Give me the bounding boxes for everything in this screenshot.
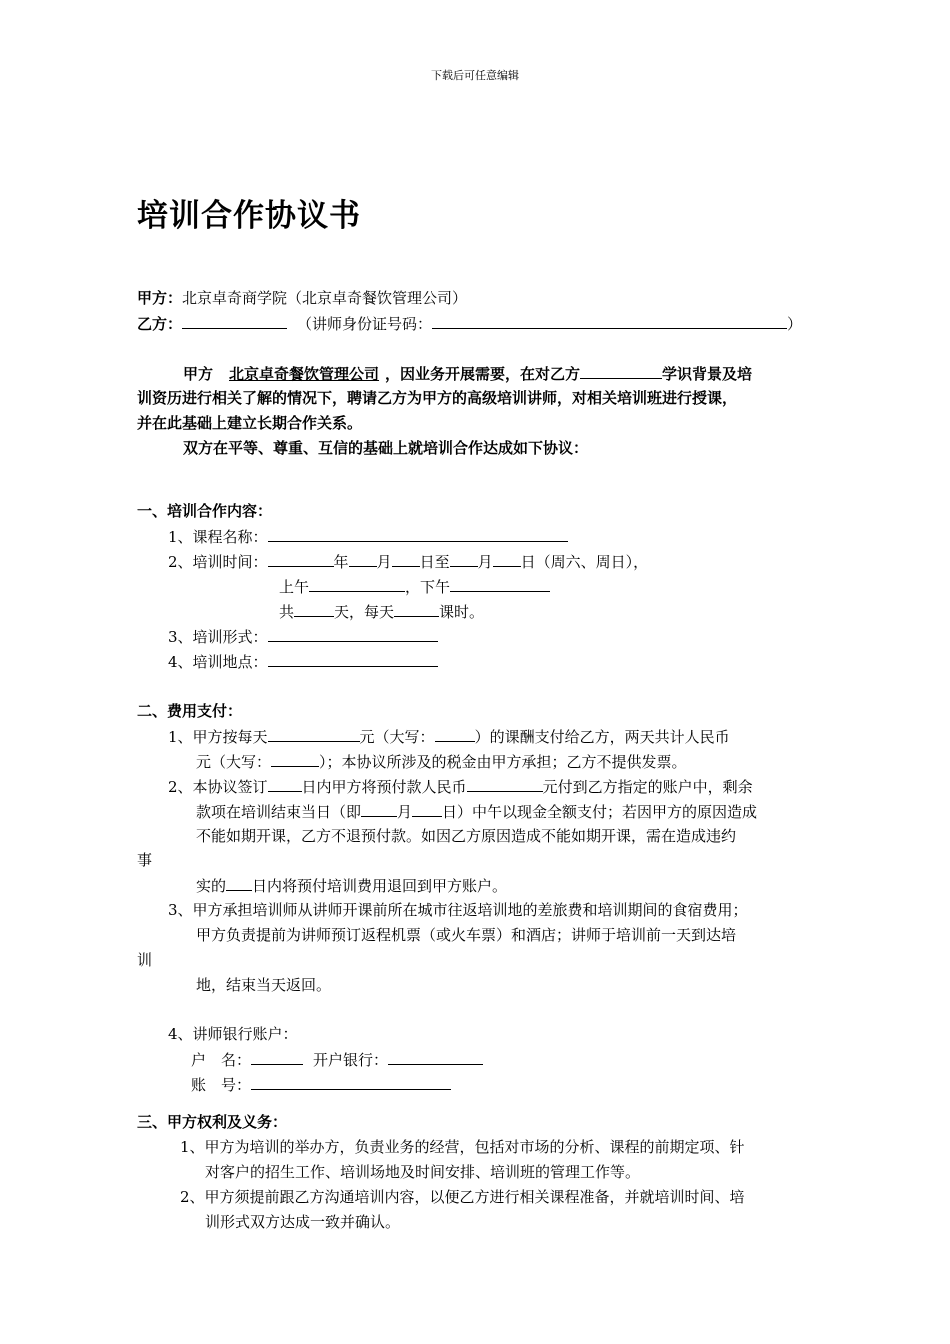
fee-text: 2、本协议签订	[168, 778, 268, 796]
intro-company: 北京卓奇餐饮管理公司	[229, 365, 380, 383]
days-each-label: 天，每天	[334, 603, 395, 621]
intro-line-1	[183, 363, 752, 384]
training-form-label: 3、培训形式：	[168, 628, 268, 646]
year-label: 年	[333, 553, 349, 571]
fee-clause-2-line-2	[196, 801, 757, 822]
hours-label: 课时。	[439, 603, 485, 621]
intro-line-2: 训资历进行相关了解的情况下，聘请乙方为甲方的高级培训讲师，对相关培训班进行授课，	[137, 389, 738, 407]
course-name-label: 1、课程名称：	[168, 528, 268, 546]
fee-text: 日）中午以现金全额支付；若因甲方的原因造成	[442, 803, 758, 821]
refund-days-blank[interactable]	[226, 875, 252, 891]
party-a-value: 北京卓奇商学院（北京卓奇餐饮管理公司）	[182, 289, 468, 307]
training-time-label: 2、培训时间：	[168, 553, 268, 571]
fee-text: 1、甲方按每天	[168, 728, 268, 746]
fee-text: 元（大写：	[359, 728, 435, 746]
rights-clause-2-line-2: 训形式双方达成一致并确认。	[205, 1213, 401, 1231]
party-b-id-blank[interactable]	[432, 313, 787, 329]
fee-text: 款项在培训结束当日（即	[196, 803, 362, 821]
pm-label: ，下午	[405, 578, 451, 596]
document-title: 培训合作协议书	[137, 198, 361, 234]
party-a-line	[137, 288, 467, 308]
rights-clause-1-line-1: 1、甲方为培训的举办方，负责业务的经营，包括对市场的分析、课程的前期定项、针	[180, 1138, 745, 1156]
fee-clause-1-line-2	[196, 751, 687, 772]
settle-day-blank[interactable]	[412, 801, 442, 817]
fee-text: 元付到乙方指定的账户中，剩余	[542, 778, 753, 796]
account-number-line	[191, 1074, 451, 1095]
training-form-blank[interactable]	[268, 626, 438, 642]
account-number-blank[interactable]	[251, 1074, 451, 1090]
bank-name-label: 开户银行：	[313, 1051, 389, 1069]
fee-clause-3-line-1: 3、甲方承担培训师从讲师开课前所在城市往返培训地的差旅费和培训期间的食宿费用；	[168, 901, 748, 919]
account-holder-label: 户 名：	[191, 1051, 252, 1069]
course-name-line	[168, 526, 568, 547]
fee-text: 日内甲方将预付款人民币	[301, 778, 467, 796]
header-note: 下载后可任意编辑	[431, 69, 519, 82]
am-blank[interactable]	[309, 576, 405, 592]
fee-clause-3-line-4: 地，结束当天返回。	[196, 976, 332, 994]
day-blank[interactable]	[392, 551, 420, 567]
party-b-label: 乙方：	[137, 315, 183, 333]
section-1-heading: 一、培训合作内容：	[137, 502, 273, 520]
intro-line-4: 双方在平等、尊重、互信的基础上就培训合作达成如下协议：	[183, 439, 589, 457]
intro-text: 甲方	[183, 365, 214, 383]
section-2-heading: 二、费用支付：	[137, 702, 243, 720]
prepay-days-blank[interactable]	[268, 776, 302, 792]
fee-text: 元（大写：	[196, 753, 272, 771]
rights-clause-2-line-1: 2、甲方须提前跟乙方沟通培训内容，以便乙方进行相关课程准备，并就培训时间、培	[180, 1188, 745, 1206]
daily-fee-blank[interactable]	[268, 726, 360, 742]
intro-blank[interactable]	[580, 363, 662, 379]
day-label: 日	[520, 553, 536, 571]
fee-text: 实的	[196, 877, 227, 895]
fee-clause-1-line-1	[168, 726, 730, 747]
fee-text: ）；本协议所涉及的税金由甲方承担；乙方不提供发票。	[319, 753, 687, 771]
bank-account-heading: 4、讲师银行账户：	[168, 1025, 298, 1043]
day-to-label: 日至	[419, 553, 450, 571]
hours-blank[interactable]	[394, 601, 439, 617]
month-label: 月	[477, 553, 493, 571]
pm-blank[interactable]	[450, 576, 550, 592]
am-pm-line	[279, 576, 550, 597]
section-3-heading: 三、甲方权利及义务：	[137, 1113, 288, 1131]
total-fee-words-blank[interactable]	[271, 751, 319, 767]
intro-line-3: 并在此基础上建立长期合作关系。	[137, 414, 363, 432]
rights-clause-1-line-2: 对客户的招生工作、培训场地及时间安排、培训班的管理工作等。	[205, 1163, 641, 1181]
fee-clause-2-line-4: 事	[137, 851, 153, 869]
fee-clause-3-line-3: 训	[137, 951, 153, 969]
fee-clause-3-line-2: 甲方负责提前为讲师预订返程机票（或火车票）和酒店；讲师于培训前一天到达培	[196, 926, 737, 944]
account-holder-blank[interactable]	[251, 1049, 303, 1065]
account-number-label: 账 号：	[191, 1076, 252, 1094]
party-b-name-blank[interactable]	[182, 313, 287, 329]
party-a-label: 甲方：	[137, 289, 183, 307]
course-name-blank[interactable]	[268, 526, 568, 542]
year-blank[interactable]	[268, 551, 334, 567]
party-b-id-close: ）	[787, 315, 803, 333]
month-blank[interactable]	[349, 551, 377, 567]
training-place-line	[168, 651, 438, 672]
weekend-note: （周六、周日），	[535, 553, 649, 571]
training-place-blank[interactable]	[268, 651, 438, 667]
total-label: 共	[279, 603, 295, 621]
party-b-id-open: （讲师身份证号码：	[297, 315, 433, 333]
settle-month-blank[interactable]	[361, 801, 397, 817]
total-days-blank[interactable]	[294, 601, 334, 617]
day2-blank[interactable]	[493, 551, 521, 567]
month-label: 月	[376, 553, 392, 571]
training-place-label: 4、培训地点：	[168, 653, 268, 671]
fee-clause-2-line-5	[196, 875, 507, 896]
prepay-amount-blank[interactable]	[467, 776, 543, 792]
bank-name-blank[interactable]	[388, 1049, 483, 1065]
fee-text: ）的课酬支付给乙方，两天共计人民币	[474, 728, 730, 746]
account-holder-line	[191, 1049, 483, 1070]
fee-text: 日内将预付培训费用退回到甲方账户。	[252, 877, 508, 895]
daily-fee-words-blank[interactable]	[435, 726, 475, 742]
am-label: 上午	[279, 578, 310, 596]
training-time-line	[168, 551, 648, 572]
fee-text: 月	[397, 803, 413, 821]
month2-blank[interactable]	[450, 551, 478, 567]
party-b-line	[137, 313, 802, 334]
fee-clause-2-line-1	[168, 776, 753, 797]
intro-text: ，因业务开展需要，在对乙方	[385, 365, 581, 383]
intro-text: 学识背景及培	[662, 365, 753, 383]
fee-clause-2-line-3: 不能如期开课，乙方不退预付款。如因乙方原因造成不能如期开课，需在造成违约	[196, 827, 737, 845]
total-days-line	[279, 601, 484, 622]
training-form-line	[168, 626, 438, 647]
